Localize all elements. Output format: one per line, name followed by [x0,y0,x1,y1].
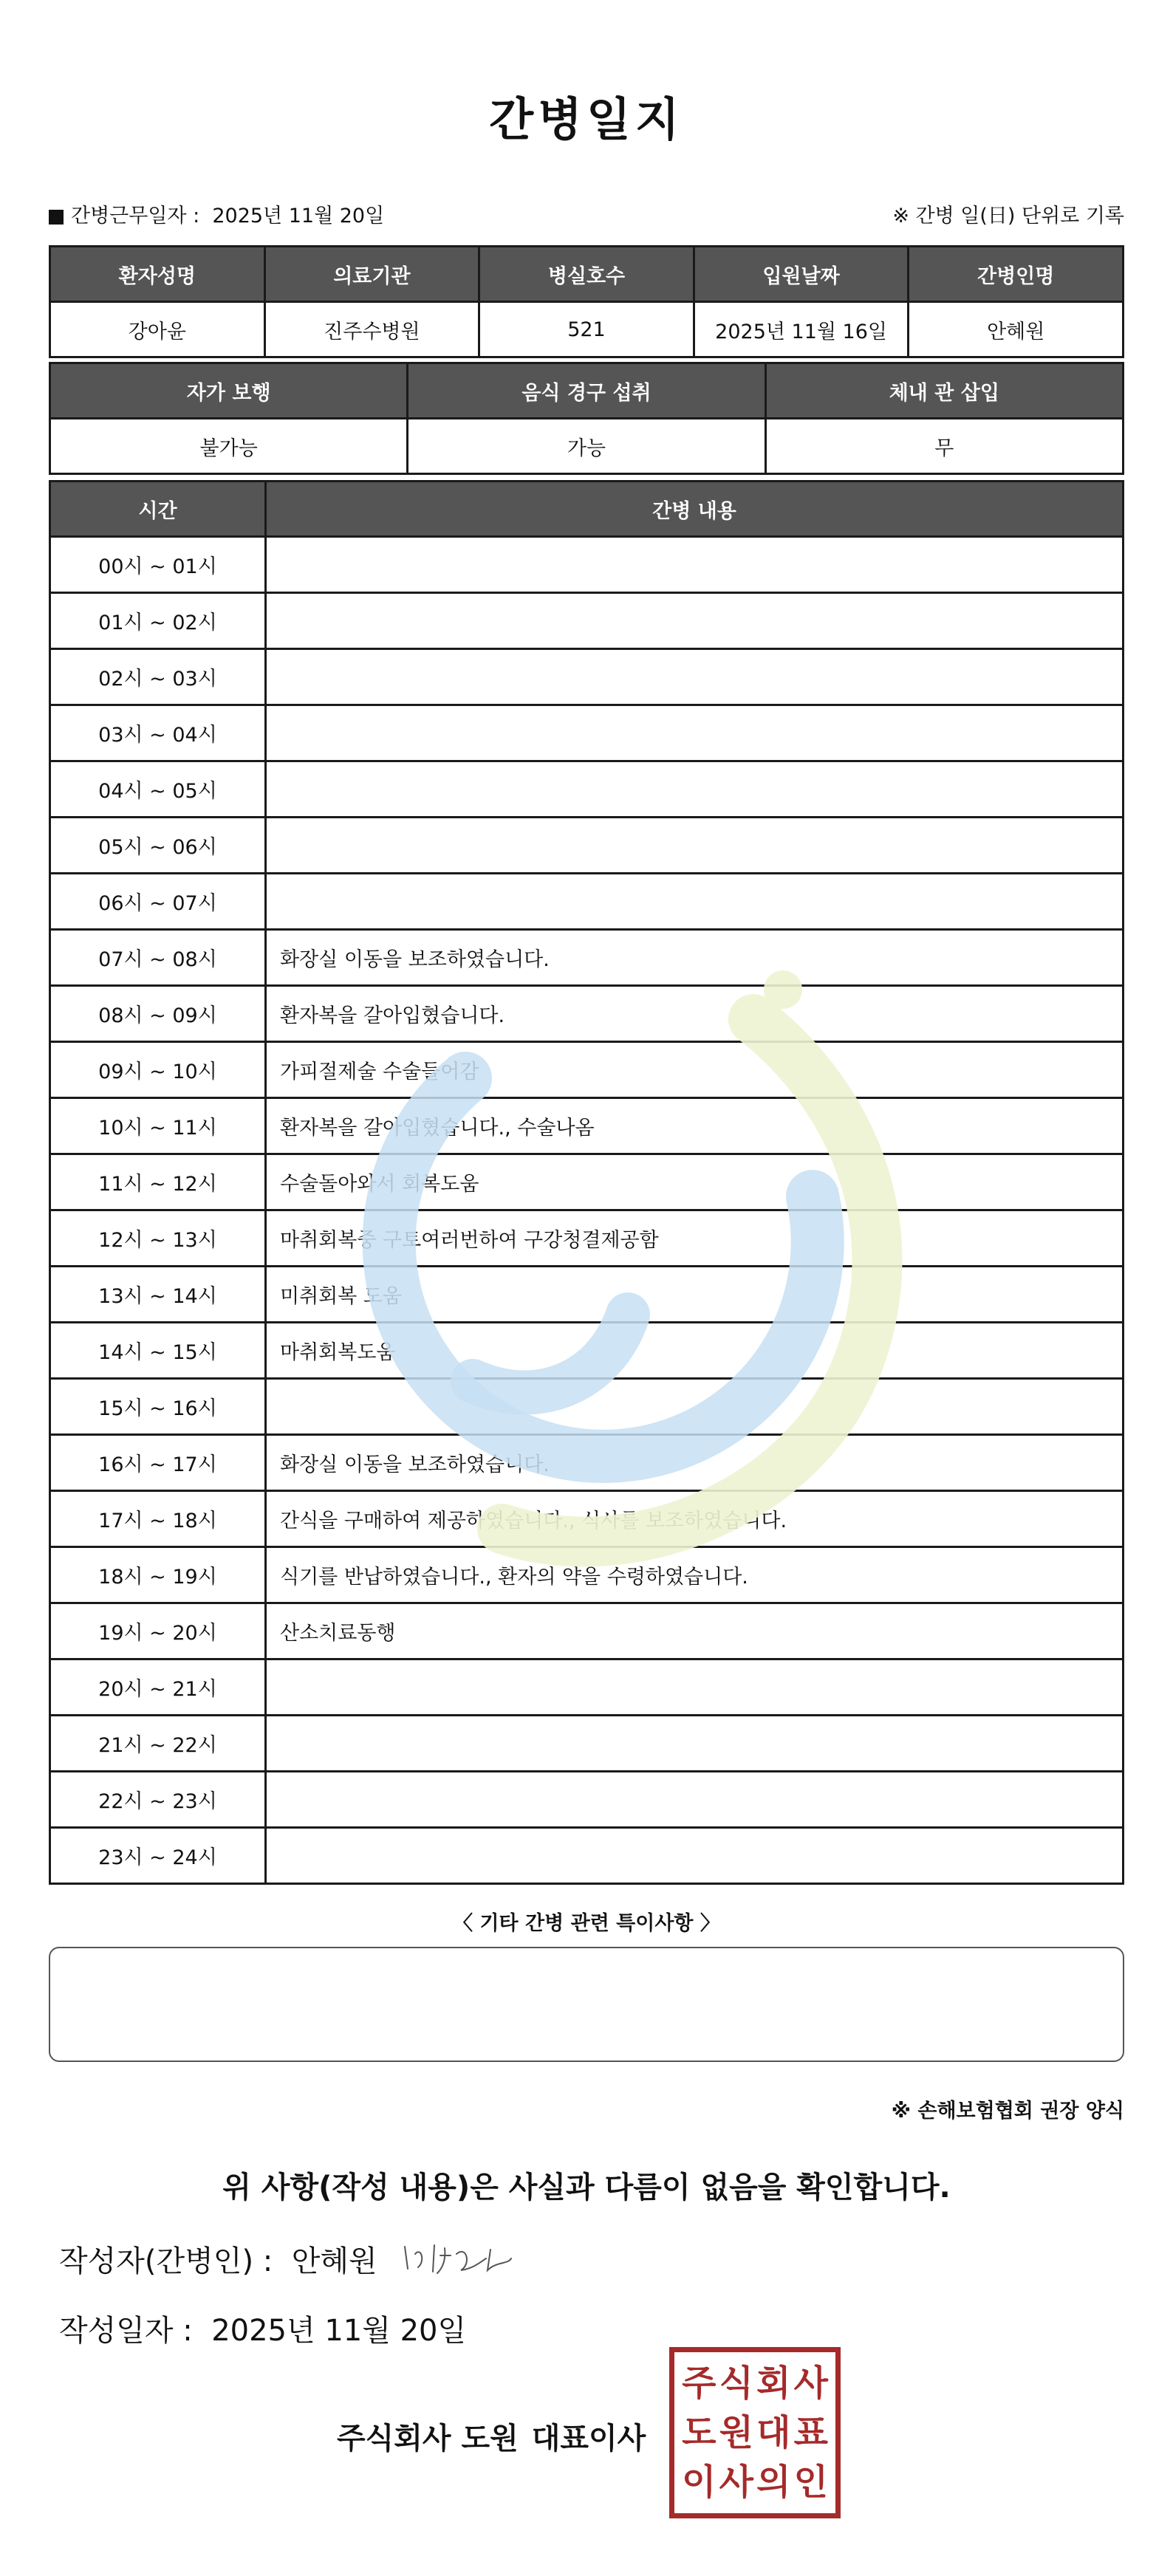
care-content: 마취회복중 구토여러번하여 구강청결제공함 [266,1210,1124,1267]
care-log-row [50,1547,1124,1603]
seal-character: 도 [682,2411,717,2453]
writer-label: 작성자(간병인) : [59,2244,273,2278]
time-slot: 14시 ~ 15시 [50,1323,266,1379]
time-slot: 07시 ~ 08시 [50,930,266,986]
seal-character: 대 [756,2411,791,2453]
care-log-row [50,818,1124,874]
care-content: 간식을 구매하여 제공하였습니다., 식사를 보조하였습니다. [266,1491,1124,1547]
care-log-row [50,874,1124,930]
header-tube-insertion: 체내 관 삽입 [765,363,1123,419]
time-slot: 05시 ~ 06시 [50,818,266,874]
care-log-row [50,1491,1124,1547]
care-log-row [50,593,1124,649]
time-slot: 17시 ~ 18시 [50,1491,266,1547]
room-number: 521 [479,302,694,357]
care-log-row [50,1716,1124,1772]
header-caregiver-name: 간병인명 [909,247,1124,302]
header-hospital: 의료기관 [264,247,479,302]
tube-insertion: 무 [765,419,1123,474]
care-content: 화장실 이동을 보조하였습니다. [266,1435,1124,1491]
header-care-content: 간병 내용 [266,482,1124,537]
care-log-row [50,1098,1124,1154]
patient-name: 강아윤 [50,302,265,357]
care-content [266,1716,1124,1772]
company-seal [669,2347,841,2518]
care-log-row [50,705,1124,761]
seal-character: 주 [682,2362,717,2404]
time-slot: 11시 ~ 12시 [50,1154,266,1210]
time-slot: 22시 ~ 23시 [50,1772,266,1828]
care-log-row [50,1210,1124,1267]
time-slot: 02시 ~ 03시 [50,649,266,705]
care-content: 식기를 반납하였습니다., 환자의 약을 수령하였습니다. [266,1547,1124,1603]
work-date-label: 간병근무일자 : [71,205,200,227]
care-log-row [50,986,1124,1042]
care-log-row [50,1267,1124,1323]
time-slot: 18시 ~ 19시 [50,1547,266,1603]
care-content: 화장실 이동을 보조하였습니다. [266,930,1124,986]
care-content: 마취회복도움 [266,1323,1124,1379]
care-content [266,1772,1124,1828]
time-slot: 06시 ~ 07시 [50,874,266,930]
header-admission-date: 입원날짜 [694,247,909,302]
time-slot: 16시 ~ 17시 [50,1435,266,1491]
time-slot: 23시 ~ 24시 [50,1828,266,1884]
write-date-line [59,2307,466,2349]
header-oral-intake: 음식 경구 섭취 [408,363,765,419]
header-time: 시간 [50,482,266,537]
writer-name: 안혜원 [291,2244,377,2278]
work-date-value: 2025년 11월 20일 [212,205,385,227]
care-content: 미취회복 도움 [266,1267,1124,1323]
work-date [49,199,384,228]
patient-info-value-row [50,302,1124,357]
care-log-body [50,537,1124,1884]
time-slot: 21시 ~ 22시 [50,1716,266,1772]
care-log-row [50,1379,1124,1435]
patient-info-table [49,245,1124,358]
care-log-row [50,537,1124,593]
seal-characters [680,2358,830,2507]
admission-date: 2025년 11월 16일 [694,302,909,357]
time-slot: 00시 ~ 01시 [50,537,266,593]
care-log-row [50,1323,1124,1379]
writer-line [59,2238,377,2280]
time-slot: 08시 ~ 09시 [50,986,266,1042]
meta-row [49,199,1124,229]
header-room-number: 병실호수 [479,247,694,302]
remarks-title: 〈 기타 간병 관련 특이사항 〉 [453,1912,720,1935]
care-content [266,818,1124,874]
square-bullet-icon [49,210,64,225]
time-slot: 03시 ~ 04시 [50,705,266,761]
patient-status-table [49,362,1124,475]
company-line [337,2415,646,2457]
care-content: 수술돌아와서 회복도움 [266,1154,1124,1210]
care-content [266,1659,1124,1716]
time-slot: 09시 ~ 10시 [50,1042,266,1098]
oral-intake: 가능 [408,419,765,474]
care-log-row [50,930,1124,986]
company-name: 주식회사 도원 [337,2422,519,2456]
patient-info-header-row [50,247,1124,302]
header-patient-name: 환자성명 [50,247,265,302]
record-note: ※ 간병 일(日) 단위로 기록 [892,205,1124,227]
care-log-table [49,480,1124,1885]
seal-character: 이 [682,2462,717,2504]
remarks-box [49,1947,1124,2062]
recommend-note: ※ 손해보험협회 권장 양식 [891,2100,1124,2123]
care-log-row [50,1603,1124,1659]
care-log-row [50,1659,1124,1716]
care-content [266,537,1124,593]
care-log-row [50,649,1124,705]
seal-character: 사 [719,2462,753,2504]
document-title: 간병일지 [489,92,684,146]
care-content [266,649,1124,705]
write-date-value: 2025년 11월 20일 [211,2314,467,2348]
confirmation-statement: 위 사항(작성 내용)은 사실과 다름이 없음을 확인합니다. [222,2171,951,2205]
care-content: 가피절제술 수술들어감 [266,1042,1124,1098]
write-date-label: 작성일자 : [59,2314,193,2348]
care-content: 환자복을 갈아입혔습니다., 수술나옴 [266,1098,1124,1154]
time-slot: 19시 ~ 20시 [50,1603,266,1659]
care-log-header-row [50,482,1124,537]
care-log-row [50,1772,1124,1828]
time-slot: 12시 ~ 13시 [50,1210,266,1267]
header-self-walking: 자가 보행 [50,363,408,419]
seal-character: 원 [719,2411,753,2453]
care-content [266,705,1124,761]
care-content [266,761,1124,818]
time-slot: 15시 ~ 16시 [50,1379,266,1435]
time-slot: 13시 ~ 14시 [50,1267,266,1323]
care-content [266,874,1124,930]
care-content [266,593,1124,649]
patient-status-header-row [50,363,1124,419]
self-walking: 불가능 [50,419,408,474]
time-slot: 20시 ~ 21시 [50,1659,266,1716]
care-log-row [50,761,1124,818]
seal-character: 식 [719,2362,753,2404]
care-log-row [50,1042,1124,1098]
care-content [266,1828,1124,1884]
care-log-row [50,1435,1124,1491]
representative-title: 대표이사 [531,2422,646,2456]
seal-character: 회 [756,2362,791,2404]
time-slot: 10시 ~ 11시 [50,1098,266,1154]
seal-character: 사 [793,2362,828,2404]
care-log-row [50,1828,1124,1884]
handwritten-signature [399,2239,517,2284]
care-content [266,1379,1124,1435]
patient-status-value-row [50,419,1124,474]
seal-character: 표 [793,2411,828,2453]
time-slot: 04시 ~ 05시 [50,761,266,818]
care-content: 환자복을 갈아입혔습니다. [266,986,1124,1042]
caregiver-name: 안혜원 [909,302,1124,357]
care-content: 산소치료동행 [266,1603,1124,1659]
seal-character: 인 [793,2462,828,2504]
seal-character: 의 [756,2462,791,2504]
hospital: 진주수병원 [264,302,479,357]
time-slot: 01시 ~ 02시 [50,593,266,649]
care-log-row [50,1154,1124,1210]
